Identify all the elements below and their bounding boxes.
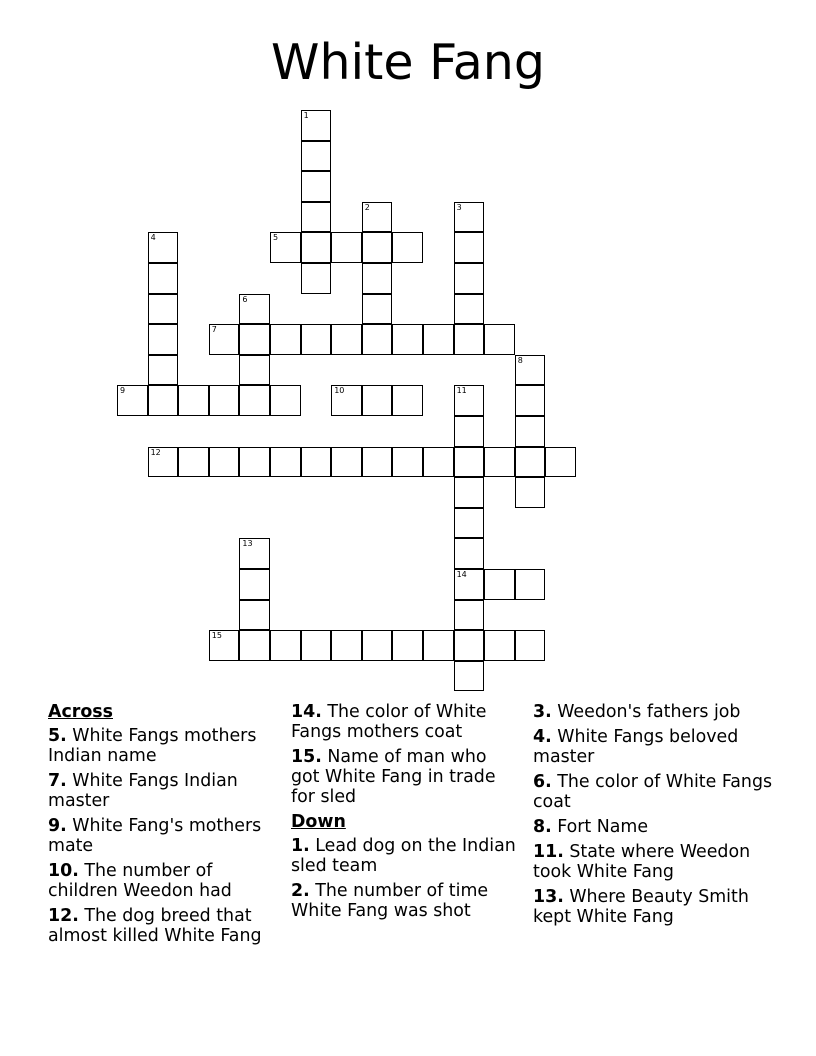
- grid-cell[interactable]: [331, 324, 362, 355]
- grid-cell[interactable]: [209, 324, 240, 355]
- grid-cell[interactable]: [117, 385, 148, 416]
- clue-column-1: [48, 702, 283, 951]
- grid-cell[interactable]: [239, 355, 270, 386]
- grid-cell[interactable]: [392, 630, 423, 661]
- cell-number: 2: [364, 202, 370, 212]
- grid-cell[interactable]: [454, 416, 485, 447]
- grid-cell[interactable]: [454, 263, 485, 294]
- grid-cell[interactable]: [239, 569, 270, 600]
- grid-cell[interactable]: [545, 447, 576, 478]
- grid-cell[interactable]: [301, 202, 332, 233]
- grid-cell[interactable]: [178, 385, 209, 416]
- grid-cell[interactable]: [362, 385, 393, 416]
- cell-number: 1: [303, 111, 309, 120]
- cell-number: 3: [456, 202, 462, 212]
- grid-cell[interactable]: [331, 630, 362, 661]
- grid-cell[interactable]: [454, 232, 485, 263]
- grid-cell[interactable]: [239, 324, 270, 355]
- grid-cell[interactable]: [484, 569, 515, 600]
- clue-down-1: 1. Lead dog on the Indian sled team: [291, 836, 516, 876]
- grid-cell[interactable]: [362, 232, 393, 263]
- grid-cell[interactable]: [239, 538, 270, 569]
- cell-number: 15: [211, 631, 222, 641]
- clue-down-6: 6. The color of White Fangs coat: [533, 772, 773, 812]
- grid-cell[interactable]: [301, 630, 332, 661]
- cell-number: 12: [150, 447, 161, 457]
- clue-down-2: 2. The number of time White Fang was shot: [291, 881, 489, 921]
- grid-cell[interactable]: [148, 355, 179, 386]
- grid-cell[interactable]: [239, 385, 270, 416]
- grid-cell[interactable]: [515, 630, 546, 661]
- grid-cell[interactable]: [392, 385, 423, 416]
- grid-cell[interactable]: [392, 447, 423, 478]
- grid-cell[interactable]: [301, 263, 332, 294]
- grid-cell[interactable]: [454, 477, 485, 508]
- grid-cell[interactable]: [270, 447, 301, 478]
- grid-cell[interactable]: [392, 232, 423, 263]
- grid-cell[interactable]: [301, 141, 332, 172]
- grid-cell[interactable]: [454, 447, 485, 478]
- grid-cell[interactable]: [362, 447, 393, 478]
- clue-column-2: [291, 702, 519, 926]
- clue-down-13: 13. Where Beauty Smith kept White Fang: [533, 887, 749, 927]
- grid-cell[interactable]: [148, 385, 179, 416]
- grid-cell[interactable]: [301, 171, 332, 202]
- grid-cell[interactable]: [454, 385, 485, 416]
- grid-cell[interactable]: [362, 324, 393, 355]
- grid-cell[interactable]: [362, 202, 393, 233]
- grid-cell[interactable]: [515, 385, 546, 416]
- grid-cell[interactable]: [515, 416, 546, 447]
- grid-cell[interactable]: [362, 294, 393, 325]
- clue-across-14: 14. The color of White Fangs mothers coat: [291, 702, 487, 742]
- clue-down-11: 11. State where Weedon took White Fang: [533, 842, 751, 882]
- grid-cell[interactable]: [454, 600, 485, 631]
- grid-cell[interactable]: [392, 324, 423, 355]
- down-header: Down: [291, 812, 346, 832]
- grid-cell[interactable]: [454, 324, 485, 355]
- clue-down-3: 3. Weedon's fathers job: [533, 702, 741, 722]
- grid-cell[interactable]: [454, 202, 485, 233]
- grid-cell[interactable]: [515, 447, 546, 478]
- grid-cell[interactable]: [209, 385, 240, 416]
- clue-across-12: 12. The dog breed that almost killed White Fang: [48, 906, 262, 946]
- grid-cell[interactable]: [239, 600, 270, 631]
- grid-cell[interactable]: [301, 110, 332, 141]
- grid-cell[interactable]: [270, 324, 301, 355]
- grid-cell[interactable]: [515, 569, 546, 600]
- cell-number: 13: [242, 539, 253, 549]
- puzzle-title: White Fang: [271, 34, 545, 91]
- grid-cell[interactable]: [178, 447, 209, 478]
- cell-number: 14: [456, 570, 467, 579]
- clue-across-7: 7. White Fangs Indian master: [48, 771, 238, 811]
- grid-cell[interactable]: [148, 447, 179, 478]
- cell-number: 10: [334, 386, 345, 396]
- grid-cell[interactable]: [209, 630, 240, 661]
- grid-cell[interactable]: [239, 294, 270, 325]
- grid-cell[interactable]: [423, 447, 454, 478]
- grid-cell[interactable]: [423, 324, 454, 355]
- clue-across-15: 15. Name of man who got White Fang in trade for sled: [291, 747, 496, 807]
- grid-cell[interactable]: [484, 630, 515, 661]
- cell-number: 6: [242, 294, 248, 304]
- cell-number: 7: [211, 325, 217, 335]
- grid-cell[interactable]: [454, 569, 485, 600]
- grid-cell[interactable]: [515, 355, 546, 386]
- grid-cell[interactable]: [148, 294, 179, 325]
- grid-cell[interactable]: [454, 508, 485, 539]
- grid-cell[interactable]: [301, 232, 332, 263]
- cell-number: 9: [120, 386, 126, 396]
- grid-cell[interactable]: [209, 447, 240, 478]
- clue-across-5: 5. White Fangs mothers Indian name: [48, 726, 257, 766]
- grid-cell[interactable]: [362, 630, 393, 661]
- cell-number: 11: [456, 386, 467, 396]
- grid-cell[interactable]: [484, 447, 515, 478]
- across-header: Across: [48, 702, 113, 722]
- grid-cell[interactable]: [454, 538, 485, 569]
- clue-across-9: 9. White Fang's mothers mate: [48, 816, 262, 856]
- grid-cell[interactable]: [239, 630, 270, 661]
- grid-cell[interactable]: [301, 324, 332, 355]
- clue-across-10: 10. The number of children Weedon had: [48, 861, 232, 901]
- grid-cell[interactable]: [148, 232, 179, 263]
- grid-cell[interactable]: [331, 447, 362, 478]
- grid-cell[interactable]: [270, 385, 301, 416]
- clue-column-3: [533, 702, 773, 932]
- grid-cell[interactable]: [148, 263, 179, 294]
- cell-number: 5: [273, 233, 279, 243]
- grid-cell[interactable]: [331, 232, 362, 263]
- grid-cell[interactable]: [454, 294, 485, 325]
- clue-down-8: 8. Fort Name: [533, 817, 649, 837]
- grid-cell[interactable]: [454, 661, 485, 692]
- grid-cell[interactable]: [148, 324, 179, 355]
- grid-cell[interactable]: [454, 630, 485, 661]
- cell-number: 8: [517, 355, 523, 365]
- grid-cell[interactable]: [423, 630, 454, 661]
- grid-cell[interactable]: [515, 477, 546, 508]
- grid-cell[interactable]: [301, 447, 332, 478]
- grid-cell[interactable]: [239, 447, 270, 478]
- grid-cell[interactable]: [484, 324, 515, 355]
- grid-cell[interactable]: [270, 630, 301, 661]
- grid-cell[interactable]: [270, 232, 301, 263]
- clue-down-4: 4. White Fangs beloved master: [533, 727, 739, 767]
- grid-cell[interactable]: [362, 263, 393, 294]
- cell-number: 4: [150, 233, 156, 243]
- grid-cell[interactable]: [331, 385, 362, 416]
